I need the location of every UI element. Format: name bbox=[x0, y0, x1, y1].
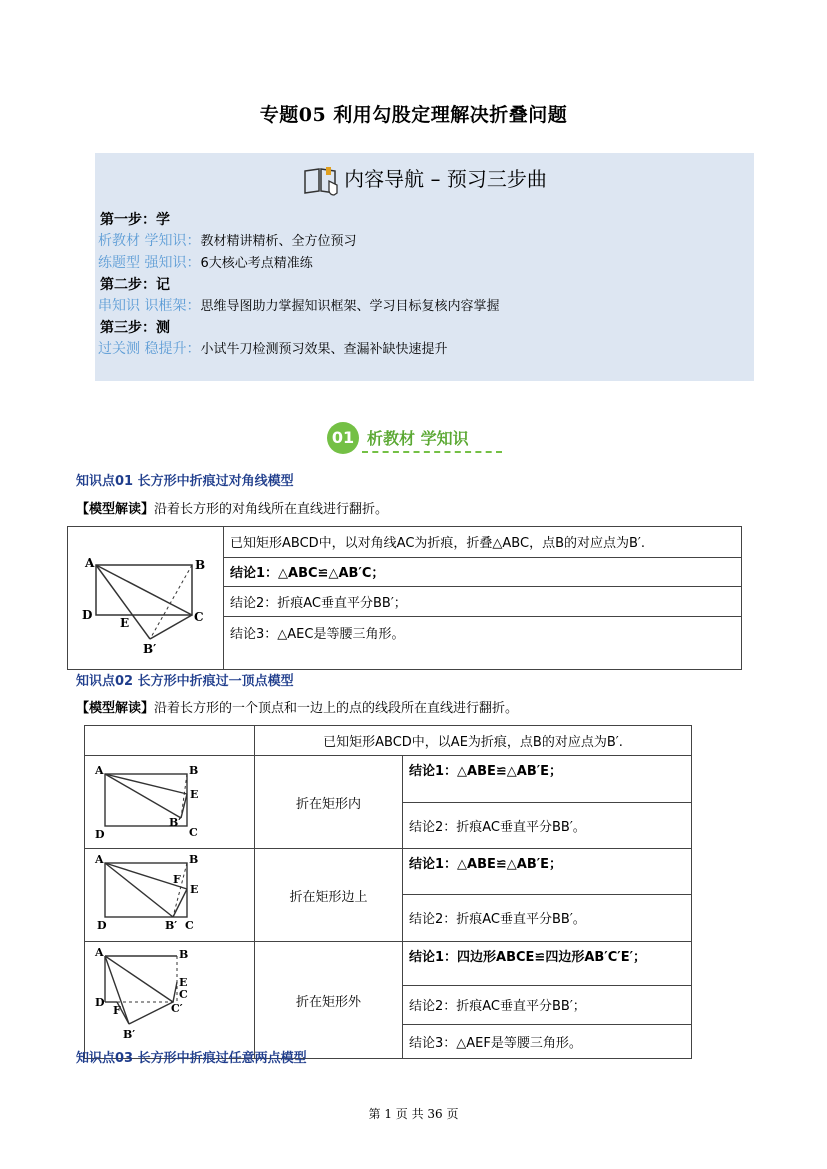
svg-text:D: D bbox=[95, 996, 105, 1009]
nav-line-3-text: 思维导图助力掌握知识框架、学习目标复核内容掌握 bbox=[200, 299, 500, 314]
book-icon bbox=[302, 165, 340, 197]
svg-text:E: E bbox=[179, 976, 188, 989]
svg-text:D: D bbox=[97, 919, 107, 932]
kp2-case3-c3: 结论3：△AEF是等腰三角形。 bbox=[403, 1024, 692, 1058]
svg-text:A: A bbox=[95, 853, 104, 866]
svg-text:B′: B′ bbox=[123, 1028, 136, 1041]
nav-line-3 bbox=[98, 295, 499, 315]
kp1-table bbox=[67, 526, 742, 670]
kp2-case2-c1: 结论1：△ABE≌△AB′E； bbox=[403, 849, 692, 895]
nav-line-2 bbox=[98, 252, 313, 272]
nav-line-2-key: 练题型 强知识： bbox=[98, 255, 201, 271]
svg-text:B: B bbox=[189, 764, 199, 777]
kp2-figure2-cell bbox=[85, 849, 255, 942]
svg-text:F: F bbox=[173, 873, 181, 886]
kp1-desc-text: 沿着长方形的对角线所在直线进行翻折。 bbox=[154, 502, 389, 517]
svg-text:C: C bbox=[179, 988, 188, 1001]
kp1-conclusion-2: 结论2：折痕AC垂直平分BB′； bbox=[224, 587, 742, 617]
svg-text:B: B bbox=[189, 853, 199, 866]
kp1-conclusion-1: 结论1：△ABC≌△AB′C； bbox=[224, 557, 742, 587]
svg-text:C: C bbox=[194, 610, 204, 624]
page-title: 专题05 利用勾股定理解决折叠问题 bbox=[259, 104, 568, 126]
page-footer: 第 1 页 共 36 页 bbox=[368, 1107, 459, 1121]
kp2-figure1-cell bbox=[85, 756, 255, 849]
svg-text:B: B bbox=[195, 558, 206, 572]
svg-text:C: C bbox=[185, 919, 194, 932]
kp2-case2-c2: 结论2：折痕AC垂直平分BB′。 bbox=[403, 894, 692, 941]
svg-text:A: A bbox=[95, 946, 104, 959]
nav-line-3-key: 串知识 识框架： bbox=[98, 298, 201, 314]
kp2-case1-c2: 结论2：折痕AC垂直平分BB′。 bbox=[403, 802, 692, 849]
nav-line-4 bbox=[98, 338, 447, 358]
kp1-desc-label: 【模型解读】 bbox=[76, 502, 155, 517]
kp2-given: 已知矩形ABCD中，以AE为折痕，点B的对应点为B′. bbox=[255, 726, 692, 756]
svg-text:E: E bbox=[120, 616, 130, 630]
kp2-figure1 bbox=[85, 756, 242, 844]
kp2-case1: 折在矩形内 bbox=[255, 756, 403, 849]
kp2-desc-label: 【模型解读】 bbox=[76, 701, 155, 716]
svg-text:E: E bbox=[190, 788, 199, 801]
nav-line-4-key: 过关测 稳提升： bbox=[98, 341, 201, 357]
svg-text:C: C bbox=[189, 826, 198, 839]
section-badge bbox=[322, 418, 512, 458]
svg-text:B′: B′ bbox=[165, 919, 178, 932]
step-1: 第一步：学 bbox=[100, 212, 170, 228]
kp2-heading: 知识点02 长方形中折痕过一顶点模型 bbox=[76, 674, 294, 689]
kp2-figure3 bbox=[85, 942, 242, 1054]
svg-text:F: F bbox=[113, 1004, 121, 1017]
kp2-figure3-cell bbox=[85, 942, 255, 1059]
kp2-blank-cell bbox=[85, 726, 255, 756]
kp1-figure bbox=[68, 527, 223, 665]
content-navigation-box bbox=[95, 153, 754, 381]
kp1-heading: 知识点01 长方形中折痕过对角线模型 bbox=[76, 474, 294, 489]
kp1-conclusion-3: 结论3：△AEC是等腰三角形。 bbox=[224, 616, 742, 669]
nav-line-1 bbox=[98, 230, 356, 250]
kp2-desc-text: 沿着长方形的一个顶点和一边上的点的线段所在直线进行翻折。 bbox=[154, 701, 519, 716]
kp2-case2: 折在矩形边上 bbox=[255, 849, 403, 942]
kp2-table bbox=[84, 725, 692, 1059]
kp2-desc bbox=[76, 697, 518, 716]
kp2-case1-c1: 结论1：△ABE≌△AB′E； bbox=[403, 756, 692, 803]
step-2: 第二步：记 bbox=[100, 277, 170, 293]
kp2-case3: 折在矩形外 bbox=[255, 942, 403, 1059]
svg-text:A: A bbox=[95, 764, 104, 777]
nav-line-1-text: 教材精讲精析、全方位预习 bbox=[200, 234, 357, 249]
kp2-case3-c2: 结论2：折痕AC垂直平分BB′； bbox=[403, 986, 692, 1025]
svg-text:B′: B′ bbox=[143, 642, 157, 656]
kp1-figure-cell bbox=[68, 527, 224, 670]
kp2-figure2 bbox=[85, 849, 242, 937]
kp3-heading: 知识点03 长方形中折痕过任意两点模型 bbox=[76, 1051, 307, 1066]
badge-text: 析教材 学知识 bbox=[367, 429, 469, 448]
svg-text:D: D bbox=[95, 828, 105, 841]
svg-text:B: B bbox=[179, 948, 189, 961]
badge-underline bbox=[362, 451, 502, 453]
nav-heading-text: 内容导航 – 预习三步曲 bbox=[344, 167, 547, 191]
nav-heading bbox=[95, 163, 754, 197]
nav-line-4-text: 小试牛刀检测预习效果、查漏补缺快速提升 bbox=[200, 342, 448, 357]
svg-text:D: D bbox=[82, 608, 93, 622]
badge-number: 01 bbox=[327, 422, 359, 454]
nav-line-1-key: 析教材 学知识： bbox=[98, 233, 201, 249]
kp1-desc bbox=[76, 498, 388, 517]
step-3: 第三步：测 bbox=[100, 320, 170, 336]
svg-text:E: E bbox=[190, 883, 199, 896]
svg-text:C′: C′ bbox=[171, 1002, 183, 1015]
kp2-case3-c1: 结论1：四边形ABCE≌四边形AB′C′E′； bbox=[403, 942, 692, 986]
kp1-given: 已知矩形ABCD中，以对角线AC为折痕，折叠△ABC，点B的对应点为B′. bbox=[224, 527, 742, 558]
svg-text:A: A bbox=[85, 556, 95, 570]
nav-line-2-text: 6大核心考点精准练 bbox=[200, 256, 313, 271]
svg-text:B′: B′ bbox=[169, 816, 182, 829]
